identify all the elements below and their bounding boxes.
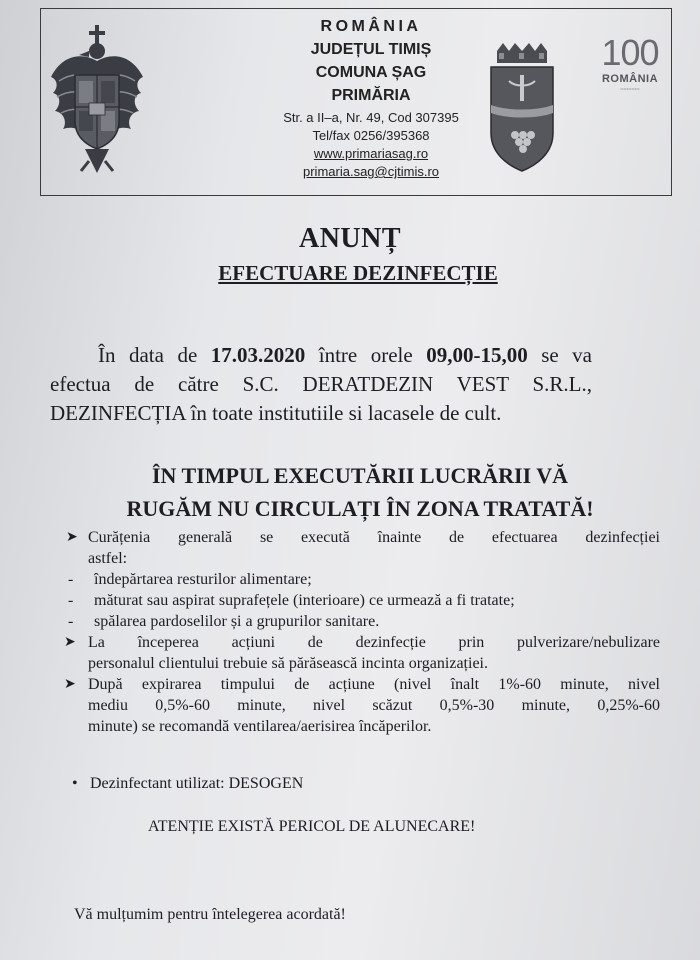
dash-bullet: - [68, 613, 74, 630]
disinfectant-text: Dezinfectant utilizat: DESOGEN [90, 775, 304, 792]
website-link[interactable]: www.primariasag.ro [313, 146, 429, 161]
warning-line-1: ÎN TIMPUL EXECUTĂRII LUCRĂRII VĂ [151, 463, 569, 488]
item1-line1: Curățenia generală se execută înainte de efectuarea dezinfecției [88, 529, 660, 546]
dash-item-text: îndepărtarea resturilor alimentare; [94, 571, 312, 588]
romania-coat-of-arms-icon [49, 21, 145, 181]
intro-line-2: efectua de către S.C. DERATDEZIN VEST S.R.L., [50, 372, 592, 396]
slip-hazard-warning: ATENȚIE EXISTĂ PERICOL DE ALUNECARE! [148, 818, 476, 835]
list-item [64, 632, 660, 674]
list-item [70, 569, 660, 590]
arrow-bullet-icon: ➤ [66, 530, 78, 545]
announcement-title: ANUNȚ [298, 223, 402, 254]
dash-bullet: - [68, 592, 74, 609]
arrow-bullet-icon: ➤ [64, 677, 76, 692]
announcement-subtitle: EFECTUARE DEZINFECȚIE [218, 261, 498, 285]
logo-word: ROMÂNIA [601, 73, 659, 85]
intro-text-c: se va [527, 343, 592, 367]
list-item [70, 590, 660, 611]
email-link[interactable]: primaria.sag@cjtimis.ro [303, 164, 439, 179]
sag-coat-of-arms-icon [487, 41, 557, 173]
item2-line2: personalul clientului trebuie să părăsească incinta organizației. [88, 655, 488, 672]
romania-centenary-logo [597, 32, 663, 95]
list-item [66, 527, 660, 569]
item1-line2: astfel: [88, 550, 128, 567]
dash-bullet: - [68, 571, 74, 588]
item2-line1: La începerea acțiuni de dezinfecție prin pulverizare/nebulizare [88, 634, 660, 651]
item3-line1: După expirarea timpului de acțiune (nivel înalt 1%-60 minute, nivel [88, 676, 660, 693]
commune-name: COMUNA ȘAG [315, 64, 427, 81]
county-name: JUDEȚUL TIMIȘ [310, 41, 432, 58]
institution-info [231, 15, 511, 181]
address: Str. a II–a, Nr. 49, Cod 307395 [283, 110, 459, 125]
round-bullet-icon: • [72, 775, 78, 792]
disinfectant-line [72, 775, 304, 793]
logo-tagline: •••••••••••• [620, 86, 640, 91]
warning-line-2: RUGĂM NU CIRCULAȚI ÎN ZONA TRATATĂ! [126, 496, 594, 521]
intro-text-a: În data de [98, 343, 211, 367]
item3-line3: minute) se recomandă ventilarea/aerisirea încăperilor. [88, 718, 432, 735]
intro-paragraph [50, 341, 592, 428]
dash-item-text: măturat sau aspirat suprafețele (interioare) ce urmează a fi tratate; [94, 592, 515, 609]
list-item [70, 611, 660, 632]
letterhead [40, 8, 672, 196]
date: 17.03.2020 [210, 343, 306, 367]
instructions-list [64, 527, 660, 737]
intro-line-3: DEZINFECȚIA în toate institutiile si lacasele de cult. [50, 401, 502, 425]
dash-item-text: spălarea pardoselilor și a grupurilor sanitare. [94, 613, 380, 630]
logo-digits: 100 [601, 32, 659, 73]
hours: 09,00-15,00 [426, 343, 528, 367]
list-item [64, 674, 660, 737]
office-name: PRIMĂRIA [331, 87, 411, 104]
phone: Tel/fax 0256/395368 [312, 128, 430, 143]
intro-text-b: între orele [305, 343, 427, 367]
country-name: ROMÂNIA [320, 18, 422, 35]
thank-you-note: Vă mulțumim pentru întelegerea acordată! [74, 906, 346, 923]
arrow-bullet-icon: ➤ [64, 635, 76, 650]
item3-line2: mediu 0,5%-60 minute, nivel scăzut 0,5%-30 minute, 0,25%-60 [88, 697, 660, 714]
intro-line-1 [50, 341, 592, 370]
